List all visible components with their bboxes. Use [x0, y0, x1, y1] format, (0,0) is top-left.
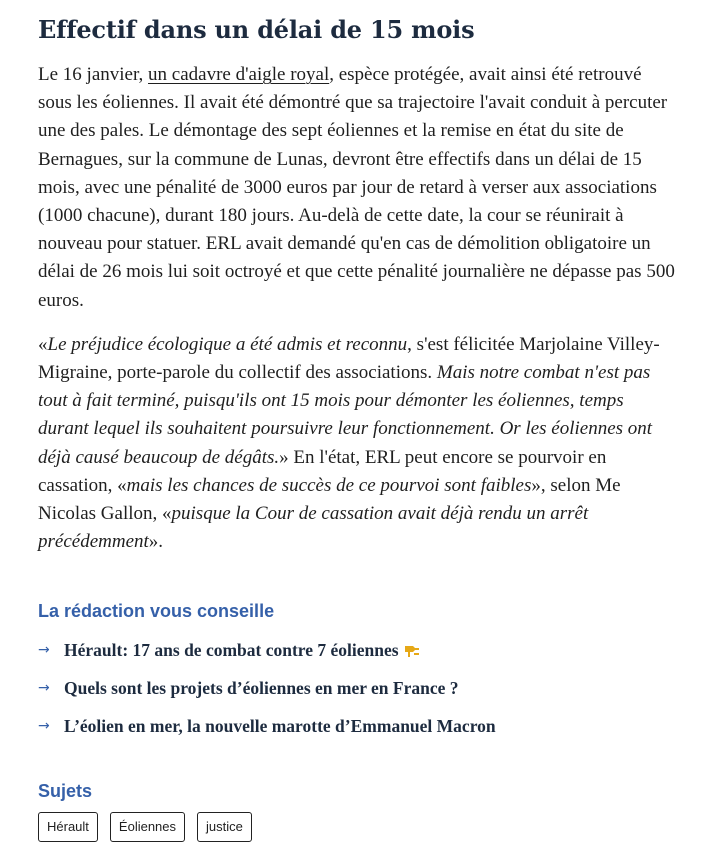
paragraph-text: » En l'état, ERL peut encore se pourvoir en cassation, « — [38, 446, 607, 496]
recommendation-label: L’éolien en mer, la nouvelle marotte d’Emmanuel Macron — [64, 716, 496, 737]
tag-eoliennes[interactable]: Éoliennes — [110, 812, 185, 842]
arrow-right-icon: → — [38, 642, 50, 659]
quote-text: Mais notre combat n'est pas tout à fait terminé, puisqu'ils ont 15 mois pour démonter les éoliennes, temps durant lequel ils souhaitent poursuivre leur fonctionnement. Or les éoliennes ont déjà causé beaucoup de dégâts. — [38, 362, 653, 468]
paragraph-text: Le 16 janvier, — [38, 64, 149, 85]
recommendation-label — [64, 638, 420, 664]
quote-text: mais les chances de succès de ce pourvoi sont faibles — [126, 474, 532, 496]
arrow-right-icon: → — [38, 718, 50, 735]
premium-key-icon — [404, 640, 420, 664]
quote-text: puisque la Cour de cassation avait déjà rendu un arrêt précédemment — [38, 503, 589, 553]
tag-herault[interactable]: Hérault — [38, 812, 98, 842]
paragraph-text: », selon Me Nicolas Gallon, « — [38, 474, 621, 525]
subjects-title: Sujets — [38, 781, 93, 802]
eagle-carcass-link[interactable]: un cadavre d'aigle royal — [148, 64, 330, 85]
recommendation-label: Quels sont les projets d’éoliennes en mer en France ? — [64, 678, 459, 699]
paragraph-text: ». — [148, 531, 164, 553]
tag-justice[interactable]: justice — [197, 812, 252, 842]
quote-text: Le préjudice écologique a été admis et reconnu — [47, 333, 408, 355]
paragraph-text: , s'est félicitée Marjolaine Villey-Migraine, porte-parole du collectif des associations. — [38, 333, 660, 384]
subject-tags — [38, 812, 679, 842]
quote-mark: « — [38, 333, 48, 355]
paragraph-text: , espèce protégée, avait ainsi été retrouvé sous les éoliennes. Il avait été démontré que sa trajectoire l'avait conduit à percuter une des pales. Le démontage des sept éoliennes et la remise en état du site de Bernagues, sur la commune de Lunas, devront être effectifs dans un délai de 15 mois, avec une pénalité de 3000 euros par jour de retard à verser aux associations (1000 chacune), durant 180 jours. Au-delà de cette date, la cour se réunirait à nouveau pour statuer. ERL avait demandé qu'en cas de démolition obligatoire un délai de 26 mois lui soit octroyé et que cette pénalité journalière ne dépasse pas 500 euros. — [38, 64, 675, 311]
recommendation-link[interactable] — [38, 714, 679, 752]
section-heading: Effectif dans un délai de 15 mois — [38, 15, 475, 44]
article-paragraph-quote — [38, 331, 679, 557]
recommendation-link[interactable] — [38, 638, 679, 676]
arrow-right-icon: → — [38, 680, 50, 697]
recommendations-list — [38, 638, 679, 752]
recommendation-text: Hérault: 17 ans de combat contre 7 éoliennes — [64, 640, 399, 661]
recommendations-title: La rédaction vous conseille — [38, 601, 275, 622]
article-paragraph — [38, 61, 679, 315]
recommendation-link[interactable] — [38, 676, 679, 714]
